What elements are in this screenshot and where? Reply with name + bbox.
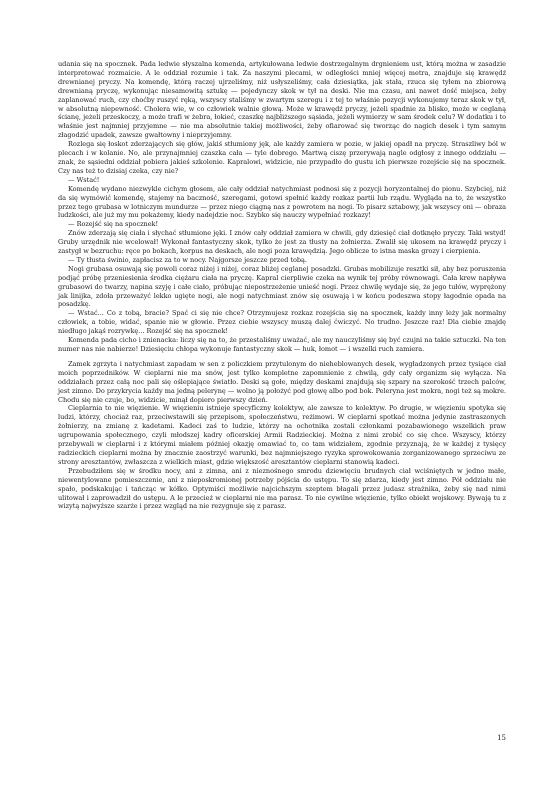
- paragraph: Przebudziłem się w środku nocy, ani z zimna, ani z nieznośnego smrodu dziewięciu brudnych ciał wciśniętych w jedno małe, niewentylowane pomieszczenie, ani z nieposkromionej potrzeby pójścia do ustępu. To się zdarza, kiedy jest zimno. Pół oddziału nie spało, podskakując i tańcząc w kółko. Optymiści możliwie najcichszym szeptem błagali przez judasz strażnika, żeby się nad nimi ulitował i zaprowadził do ustępu. A le przecież w cieplarni nie ma parasz. To nie cywilne więzienie, tylko obiekt wojskowy. Bywają tu z wizytą najwyższe szarże i przez wzgląd na nie rezygnuje się z parasz.: [58, 466, 506, 511]
- paragraph: Komendę wydano niezwykle cichym głosem, ale cały oddział natychmiast podnosi się z pozycji horyzontalnej do pionu. Szybciej, niż da się wymówić komendę, stajemy na baczność, szeregami, gotowi spełnić każdy rozkaz partii lub rządu. Wygląda na to, że wszystko przez tego grubasa w lotniczym mundurze — przez niego ciągną nas z powrotem na nogi. To pisarz sztabowy, jak wszyscy oni — obraza ludzkości, ale już my mu pokażemy, kiedy nadejdzie noc. Szybko się nauczy wypełniać rozkazy!: [58, 184, 506, 220]
- paragraph: — Rozejść się na spocznek!: [68, 220, 159, 229]
- book-page-text: [58, 60, 506, 750]
- paragraph: udania się na spocznek. Pada ledwie słyszalna komenda, artykułowana ledwie dostrzegalnym drgnieniem ust, którą można w zasadzie interpretować rozmaicie. A le oddział rozumie i tak. Za naszymi plecami, w odległości mniej więcej metra, znajduje się krawędź drewnianej pryczy. Na komendę, którą raczej ujrzeliśmy, niż usłyszeliśmy, cała dziesiątka, jak stała, rzuca się tyłem na zbiorową drewnianą pryczę, wykonując niesamowitą sztukę — pojedynczy skok w tył na deski. Nie ma czasu, ani nawet dość miejsca, żeby zaplanować ruch, czy choćby ruszyć ręką, wszyscy staliśmy w zwartym szeregu i z tej to właśnie pozycji wykonujemy teraz skok w tył, w absolutną niepewność. Cholera wie, w co człowiek walnie głową. Może w krawędź pryczy, jeżeli spadnie za blisko, może w ceglaną ścianę, jeżeli przeskoczy, a może trafi w żebra, łokieć, czaszkę najbliższego sąsiada, jeżeli wymierzy w sam środek celu? W dodatku i to właśnie jest najmniej przyjemne — nie ma absolutnie takiej możliwości, żeby ofiarować się tworząc do nagich desek i tym samym złagodzić upadek, zawsze gwałtowny i nieprzyjemny.: [58, 60, 506, 140]
- paragraph: Rozlega się łoskot zderzających się głów, jakiś stłumiony jęk, ale każdy zamiera w pozie, w jakiej opadł na pryczę. Straszliwy ból w plecach i w kolanie. No, ale przynajmniej czaszka cała — tyle dobrego. Martwą ciszę przerywają nagle odgłosy z innego oddziału — znak, że sąsiedni oddział pobiera jakieś szkolenie. Kapralowi, widzicie, nie przypadło do gustu ich pierwsze rozejście się na spocznek. Czy nas też to dzisiaj czeka, czy nie?: [58, 140, 506, 175]
- paragraph: — Wstać... Co z tobą, bracie? Spać ci się nie chce? Otrzymujesz rozkaz rozejścia się na spocznek, każdy inny leży jak normalny człowiek, a tobie, widać, spanie nie w głowie. Przez ciebie wszyscy muszą dalej ćwiczyć. No trudno. Jeszcze raz! Dla ciebie znajdę niedługo jakąś rozrywkę... Rozejść się na spocznek!: [58, 309, 506, 336]
- page-number: 15: [497, 734, 506, 742]
- paragraph: Cieplarnia to nie więzienie. W więzieniu istnieje specyficzny kolektyw, ale zawsze to kolektyw. Po drugie, w więzieniu spotyka się ludzi, którzy, chociaż raz, przeciwstawili się przepisom, społeczeństwu, reżimowi. W cieplarni spotkać można jedynie zastraszonych żołnierzy, na zmianę z kadetami. Kadeci zaś to ludzie, którzy na ochotnika zostali członkami pozabawionego wszelkich praw ugrupowania społecznego, czyli młodszej kadry oficerskiej Armii Radzieckiej. Można z nimi zrobić co się chce. Wszyscy, którzy przebywali w cieplarni i z którymi miałem później okazję omawiać to, co tam widziałem, zgodnie przyznają, że w każdej z tysięcy radzieckich cieplarni można by znacznie zaostrzyć warunki, bez najmniejszego ryzyka sprowokowania zorganizowanego sprzeciwu ze strony aresztantów, zwłaszcza z wielkich miast, gdzie większość aresztantów cieplarni stanowią kadeci.: [58, 404, 506, 466]
- paragraph: Komenda pada cicho i znienacka: liczy się na to, że przestaliśmy uważać, ale my nauczyliśmy się być czujni na takie sztuczki. Na ten numer nas nie nabierze! Dziesięciu chłopa wykonuje fantastyczny skok — huk, łomot — i wszelki ruch zamiera.: [58, 336, 506, 353]
- paragraph: Nogi grubasa osuwają się powoli coraz niżej i niżej, coraz bliżej ceglanej posadzki. Grubas mobilizuje resztki sił, aby bez poruszenia podjąć próbę przeniesienia środka ciężaru ciała na pryczę. Kapral cierpliwie czeka na wynik tej próby równowagi. Cała krew napływa grubasowi do twarzy, napina szyję i całe ciało, próbując niepostrzeżenie unieść nogi. Przez chwilę wydaje się, że jego tułów, wyprężony jak linijka, zdoła przeważyć lekko ugięte nogi, ale nogi natychmiast znów się osuwają i w końcu podeszwa stopy łagodnie opada na posadzkę.: [58, 264, 506, 309]
- paragraph: — Wstać!: [68, 175, 100, 184]
- paragraph: Zamek zgrzyta i natychmiast zapadam w sen z policzkiem przytulonym do nieheblowanych desek, wygładzonych przez tysiące ciał moich poprzedników. W cieplarni nie ma snów, jest tylko kompletne zapomnienie z chwilą, gdy cały organizm się wyłącza. Na oddziałach przez całą noc pali się oślepiające światło. Deski są gołe, między deskami znajdują się szpary na szerokość trzech palców, jest zimno. Do przykrycia każdy ma jedną pelerynę — wolno ją położyć pod głowę albo pod bok. Peleryna jest mokra, nogi też są mokre. Chodu się nie czuje, bo, widzicie, minął dopiero pierwszy dzień.: [58, 359, 506, 404]
- paragraph: Znów zderzają się ciała i słychać stłumione jęki. I znów cały oddział zamiera w chwili, gdy dziesięć ciał dotknęło pryczy. Taki wstyd! Gruby urzędnik nie wcelował! Wykonał fantastyczny skok, tylko że jest za tłusty na żołnierza. Zwalił się ukosem na krawędź pryczy i zastygł w bezruchu: ręce po bokach, korpus na deskach, ale nogi poza krawędzią. Jego oblicze to istna maska grozy i cierpienia.: [58, 229, 506, 256]
- paragraph: — Ty tłusta świnio, zapłacisz za to w nocy. Najgorsze jeszcze przed tobą.: [68, 255, 307, 264]
